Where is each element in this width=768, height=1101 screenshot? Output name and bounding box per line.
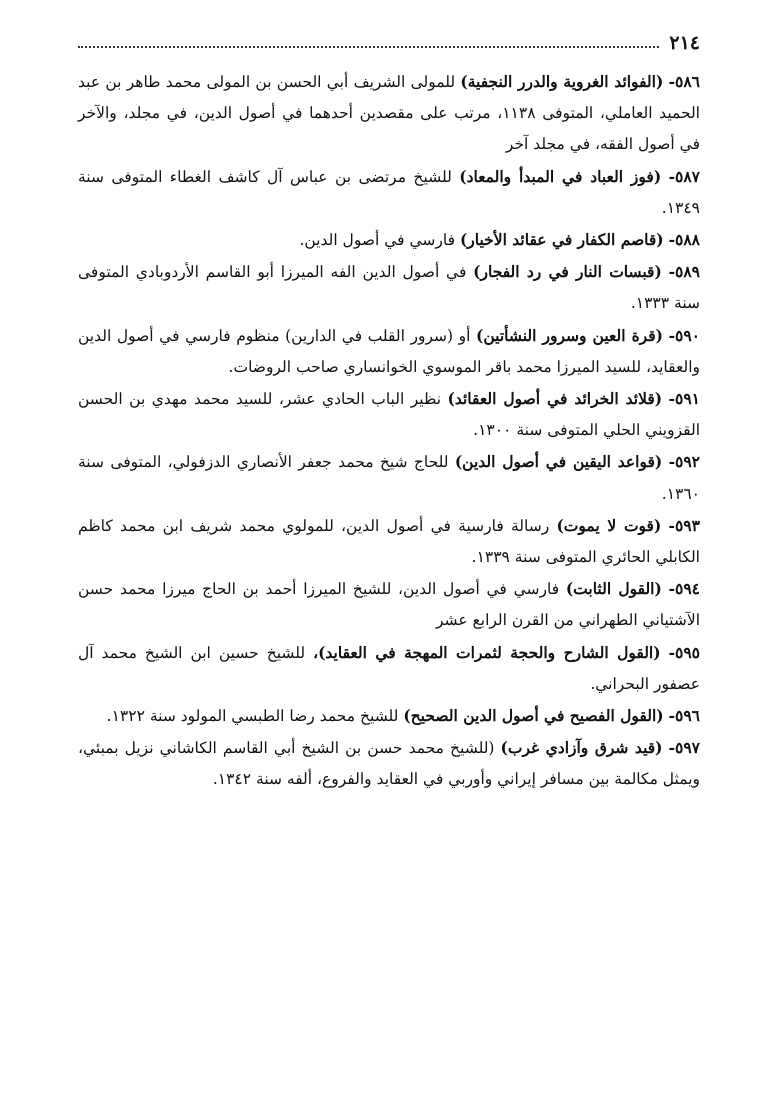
entry-title: (قلائد الخرائد في أصول العقائد): [447, 389, 663, 409]
entry-number: ٥٨٧-: [668, 166, 701, 186]
list-item: [78, 383, 700, 446]
entry-text: في أصول الدين الفه الميرزا أبو القاسم الأردوبادي المتوفى سنة ١٣٣٣.: [78, 263, 700, 313]
list-item: [78, 161, 700, 224]
list-item: [78, 256, 700, 319]
entry-number: ٥٩٤-: [668, 579, 700, 599]
list-item: [78, 700, 700, 732]
entry-title: (قيد شرق وآزادي غرب): [500, 738, 663, 758]
entry-title: (قوت لا يموت): [556, 515, 662, 535]
entry-title: (الفوائد الغروية والدرر النجفية): [460, 72, 664, 91]
entry-number: ٥٩١-: [668, 389, 700, 409]
entry-number: ٥٨٨-: [668, 230, 700, 250]
entry-title: (قواعد اليقين في أصول الدين): [454, 452, 663, 472]
entry-number: ٥٩٢-: [668, 452, 701, 472]
list-item: [78, 573, 700, 636]
entry-text: رسالة فارسية في أصول الدين، للمولوي محمد شريف ابن محمد كاظم الكابلي الحائري المتوفى سنة ١٣٣٩.: [78, 516, 700, 567]
list-item: [78, 732, 700, 795]
list-item: [78, 320, 700, 383]
document-page: [78, 28, 700, 796]
entry-text: نظير الباب الحادي عشر، للسيد محمد مهدي بن الحسن القزويني الحلي المتوفى سنة ١٣٠٠.: [78, 390, 700, 440]
list-item: [78, 637, 700, 700]
entry-text: للشيخ حسين ابن الشيخ محمد آل عصفور البحراني.: [78, 643, 700, 693]
entry-number: ٥٩٠-: [668, 325, 700, 345]
list-item: [78, 224, 700, 256]
entry-number: ٥٩٧-: [668, 738, 700, 758]
entry-text: فارسي في أصول الدين، للشيخ الميرزا أحمد بن الحاج ميرزا محمد حسن الآشتياني الطهراني من القرن الرابع عشر: [78, 580, 700, 630]
header-dotted-rule: [78, 46, 659, 48]
entry-title: (فوز العباد في المبدأ والمعاد): [459, 166, 662, 186]
entry-number: ٥٩٥-: [668, 642, 700, 662]
entry-title: (قاصم الكفار في عقائد الأخيار): [459, 230, 664, 250]
entry-text: (للشيخ محمد حسن بن الشيخ أبي القاسم الكاشاني نزيل بمبئي، ويمثل مكالمة بين مسافر إيراني وأوربي في العقايد والفروع، ألفه سنة ١٣٤٢.: [78, 739, 700, 789]
page-number: ٢١٤: [669, 32, 700, 54]
entry-title: (قبسات النار في رد الفجار): [473, 262, 662, 282]
entry-list: [78, 66, 700, 796]
entry-text: للشيخ محمد رضا الطبسي المولود سنة ١٣٢٢.: [106, 707, 399, 726]
entry-text: للشيخ مرتضى بن عباس آل كاشف الغطاء المتوفى سنة ١٣٤٩.: [78, 167, 700, 217]
list-item: [78, 66, 700, 161]
entry-text: للحاج شيخ محمد جعفر الأنصاري الدزفولي، المتوفى سنة ١٣٦٠.: [78, 453, 700, 503]
entry-title: (القول الثابت): [565, 579, 662, 599]
entry-text: فارسي في أصول الدين.: [299, 231, 455, 250]
entry-number: ٥٨٩-: [668, 262, 700, 282]
entry-text: للمولى الشريف أبي الحسن بن المولى محمد طاهر بن عبد الحميد العاملي، المتوفى ١١٣٨، مرتب على مقصدين أحدهما في أصول الدين، في مجلد، والآخر في أصول الفقه، في مجلد آخر: [78, 73, 700, 154]
page-header: [78, 28, 700, 54]
entry-text: أو (سرور القلب في الدارين) منظوم فارسي في أصول الدين والعقايد، للسيد الميرزا محمد باقر الموسوي الخوانساري صاحب الروضات.: [78, 326, 700, 376]
entry-number: ٥٨٦-: [668, 72, 700, 91]
list-item: [78, 510, 700, 573]
entry-title: (قرة العين وسرور النشأتين): [476, 325, 663, 345]
entry-title: (القول الشارح والحجة لثمرات المهجة في العقايد)،: [313, 642, 661, 662]
entry-title: (القول الفصيح في أصول الدين الصحيح): [403, 706, 664, 726]
list-item: [78, 446, 700, 509]
entry-number: ٥٩٦-: [668, 706, 700, 726]
entry-number: ٥٩٣-: [668, 515, 700, 535]
